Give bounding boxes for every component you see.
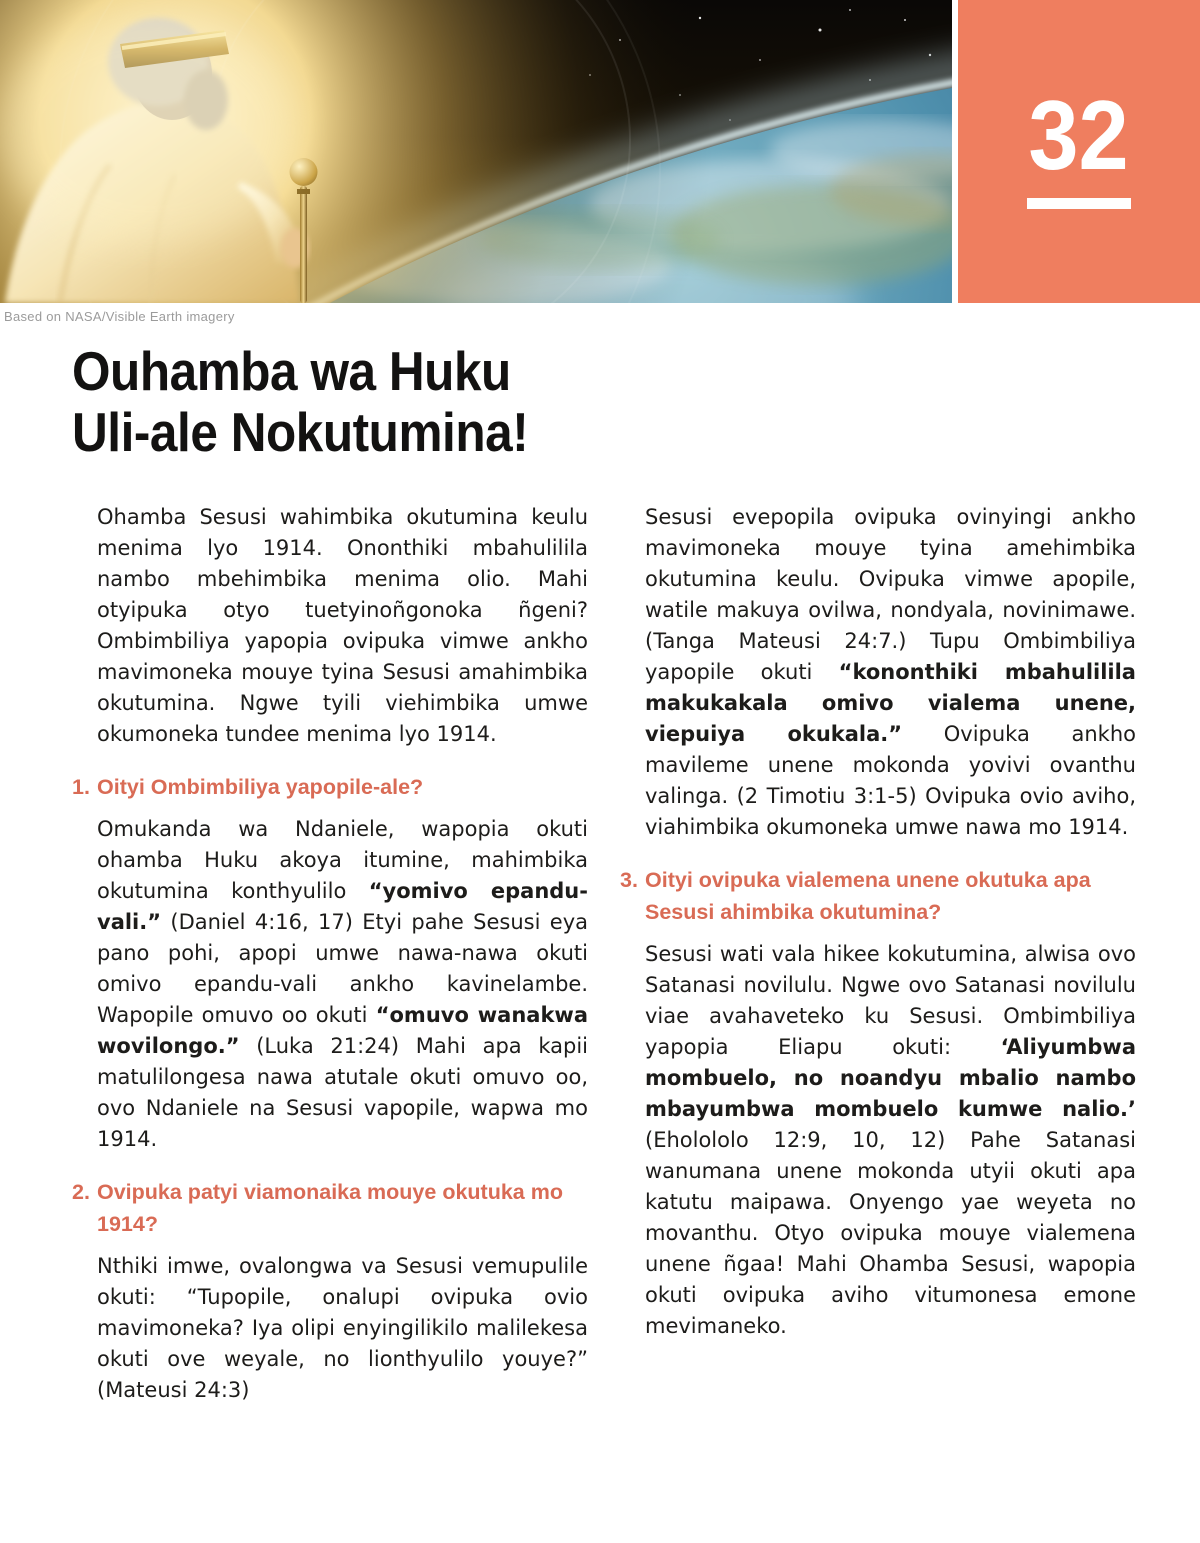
chapter-underline [1027,198,1131,209]
article-body [72,502,1136,1406]
question-number: 1. [72,775,90,799]
staff [300,186,307,303]
paragraph-text: (Daniel 4:16, 17) Etyi pahe Sesusi eya pano pohi, apopi umwe nawa-nawa okuti omivo epandu-vali ankho kavinelambe. Wapopile omuvo oo okuti [97,910,588,1027]
question-number: 3. [620,868,638,892]
figure-glow [0,15,300,245]
body-paragraph [72,1251,588,1406]
page-title-line2: Uli-ale Nokutumina! [72,401,529,463]
paragraph-text: Nthiki imwe, ovalongwa va Sesusi vemupulile okuti: “Tupopile, onalupi ovipuka ovio mavimoneka? Iya olipi enyingilikilo malilekesa okuti ove weyale, no lionthyulilo youye?” (Mateusi 24:3) [97,1254,588,1402]
scripture-quote-bold: “kononthiki mbahulilila makukakala omivo vialema unene, viepuiya okukala.” [645,660,1136,746]
column-right [620,502,1136,1406]
paragraph-text: (Luka 21:24) Mahi apa kapii matulilongesa nawa atutale okuti omuvo oo, ovo Ndaniele na Sesusi vapopile, wapwa mo 1914. [97,1034,588,1151]
question-heading [620,864,1136,928]
chapter-number: 32 [1028,80,1130,190]
question-text: Ovipuka patyi viamonaika mouye okutuka mo 1914? [97,1180,563,1236]
question-heading [72,771,588,803]
scripture-quote-bold: “omuvo wanakwa wovilongo.” [97,1003,588,1058]
question-text: Oityi Ombimbiliya yapopile-ale? [97,775,424,799]
hero-image [0,0,952,303]
paragraph-text: Sesusi evepopila ovipuka ovinyingi ankho mavimoneka mouye tyina amehimbika okutumina keulu. Ovipuka vimwe apopile, watile makuya ovilwa, nondyala, novinimawe. (Tanga Mateusi 24:7.) Tupu Ombimbiliya yapopile okuti [645,505,1136,684]
paragraph-text: (Eholololo 12:9, 10, 12) Pahe Satanasi wanumana unene mokonda utyii okuti apa katutu maipawa. Onyengo yae weyeta no movanthu. Otyo ovipuka mouye vialemena unene ñgaa! Mahi Ohamba Sesusi, wapopia okuti ovipuka aviho vitumonesa emone mevimaneko. [645,1128,1136,1338]
chapter-number-box [958,0,1200,303]
body-paragraph [72,814,588,1155]
paragraph-text: Sesusi wati vala hikee kokutumina, alwisa ovo Satanasi novilulu. Ngwe ovo Satanasi novilulu viae avahaveteko ku Sesusi. Ombimbiliya yapopia Eliapu okuti: [645,942,1136,1059]
body-paragraph [72,502,588,750]
scripture-quote-bold: “yomivo epandu-vali.” [97,879,588,934]
paragraph-text: Ovipuka ankho mavileme unene mokonda yovivi ovanthu valinga. (2 Timotiu 3:1-5) Ovipuka ovio aviho, viahimbika okumoneka umwe nawa mo 1914. [645,722,1136,839]
question-heading [72,1176,588,1240]
page-title-line1: Ouhamba wa Huku [72,340,511,402]
hero-illustration [0,0,952,303]
question-number: 2. [72,1180,90,1204]
image-credit: Based on NASA/Visible Earth imagery [4,309,235,324]
paragraph-text: Ohamba Sesusi wahimbika okutumina keulu menima lyo 1914. Ononthiki mbahulilila nambo mbehimbika menima olio. Mahi otyipuka otyo tuetyinoñgonoka ñgeni? Ombimbiliya yapopia ovipuka vimwe ankho mavimoneka mouye tyina Sesusi amahimbika okutumina. Ngwe tyili viehimbika umwe okumoneka tundee menima lyo 1914. [97,505,588,746]
paragraph-text: Omukanda wa Ndaniele, wapopia okuti ohamba Huku akoya itumine, mahimbika okutumina konthyulilo [97,817,588,903]
body-paragraph [620,939,1136,1342]
page-title [72,341,528,463]
body-paragraph [620,502,1136,843]
question-text: Oityi ovipuka vialemena unene okutuka apa Sesusi ahimbika okutumina? [645,868,1091,924]
column-left [72,502,588,1406]
scripture-quote-bold: ‘Aliyumbwa mombuelo, no noandyu mbalio nambo mbayumbwa mombuelo kumwe nalio.’ [645,1035,1136,1121]
